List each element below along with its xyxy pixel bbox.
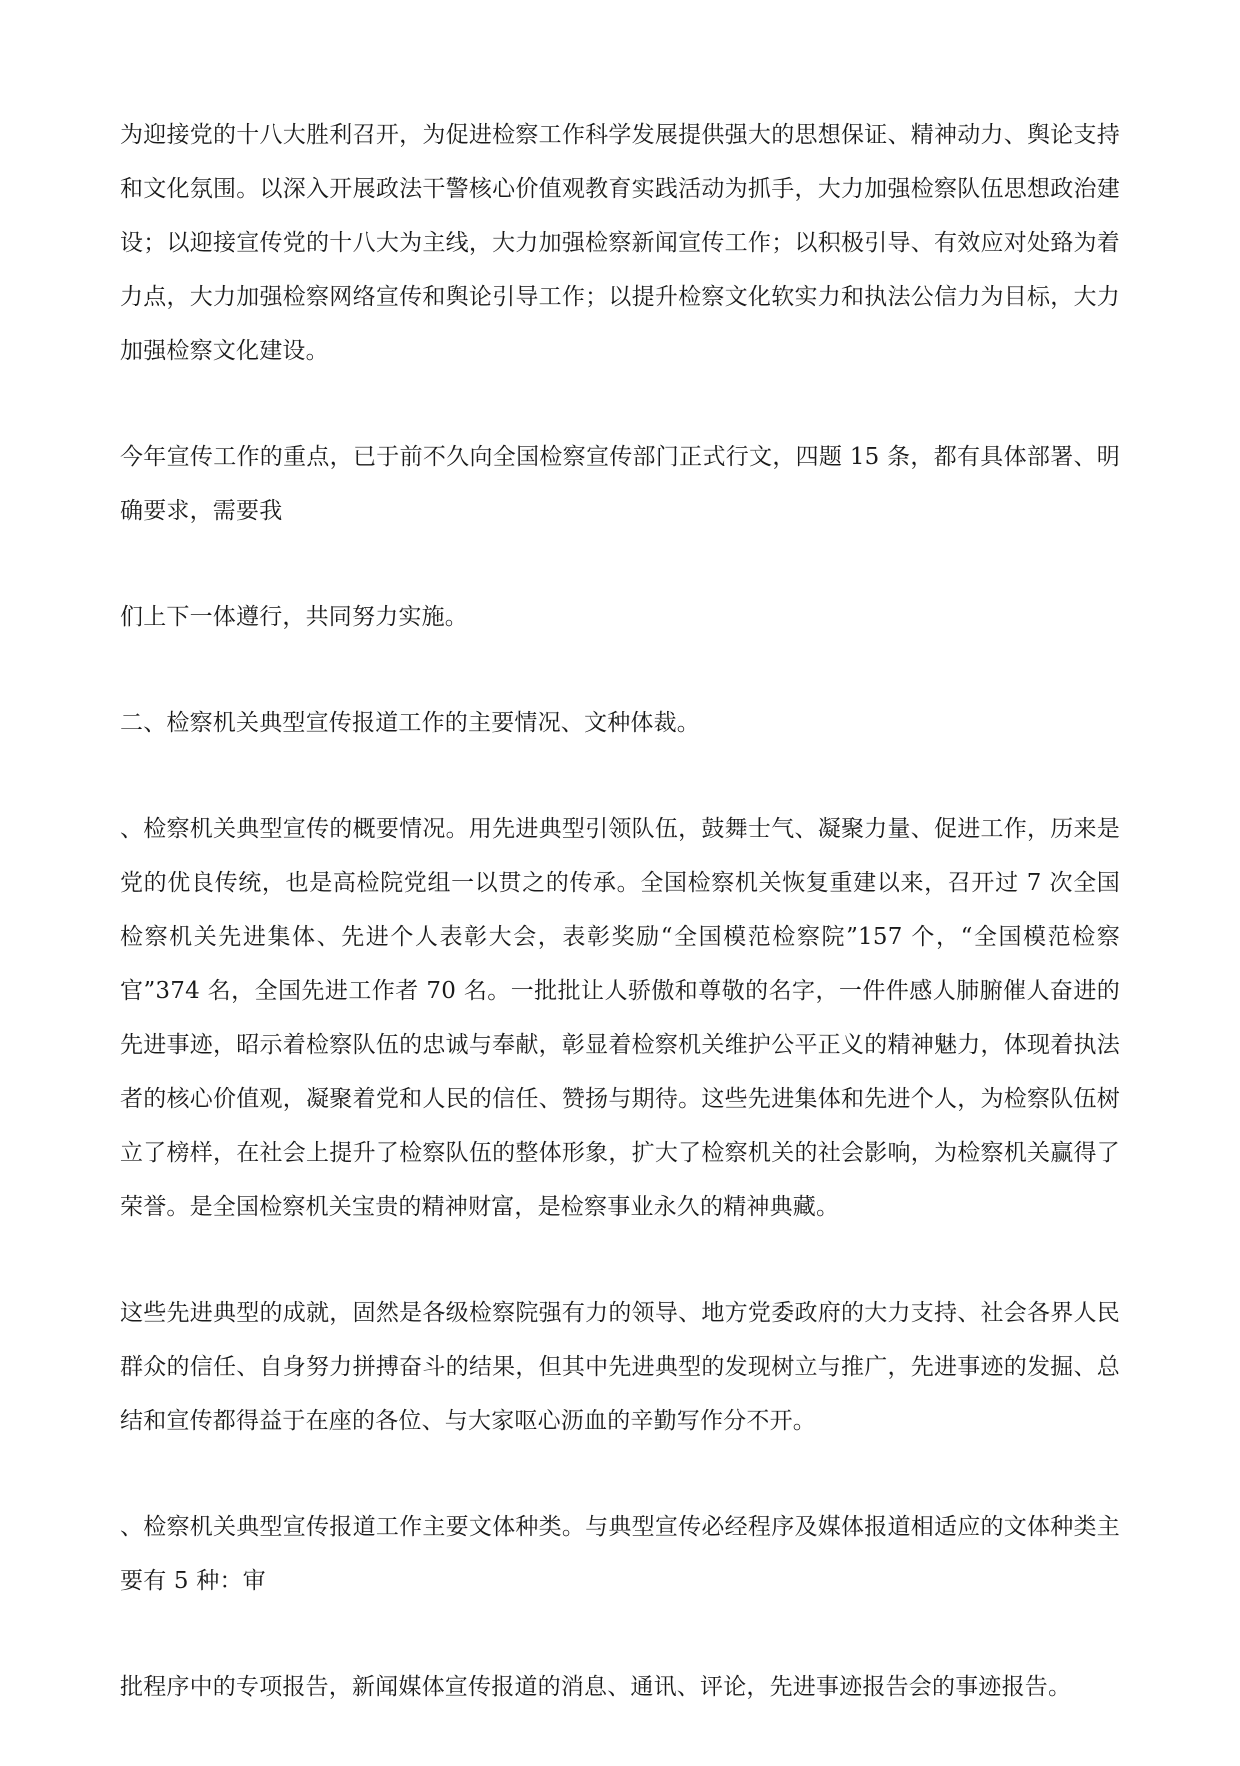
paragraph: 、检察机关典型宣传的概要情况。用先进典型引领队伍，鼓舞士气、凝聚力量、促进工作，历来是党的优良传统，也是高检院党组一以贯之的传承。全国检察机关恢复重建以来，召开过 7 次全国检察机关先进集体、先进个人表彰大会，表彰奖励“全国模范检察院”157 个，“全国模范检察官”374 名，全国先进工作者 70 名。一批批让人骄傲和尊敬的名字，一件件感人肺腑催人奋进的先进事迹，昭示着检察队伍的忠诚与奉献，彰显着检察机关维护公平正义的精神魅力，体现着执法者的核心价值观，凝聚着党和人民的信任、赞扬与期待。这些先进集体和先进个人，为检察队伍树立了榜样，在社会上提升了检察队伍的整体形象，扩大了检察机关的社会影响，为检察机关赢得了荣誉。是全国检察机关宝贵的精神财富，是检察事业永久的精神典藏。 <box>120 816 1120 1220</box>
paragraph: 、检察机关典型宣传报道工作主要文体种类。与典型宣传必经程序及媒体报道相适应的文体种类主要有 5 种：审 <box>120 1514 1120 1594</box>
paragraph: 批程序中的专项报告，新闻媒体宣传报道的消息、通讯、评论，先进事迹报告会的事迹报告。 <box>120 1674 1072 1700</box>
paragraph: 今年宣传工作的重点，已于前不久向全国检察宣传部门正式行文，四题 15 条，都有具体部署、明确要求，需要我 <box>120 444 1120 524</box>
paragraph: 这些先进典型的成就，固然是各级检察院强有力的领导、地方党委政府的大力支持、社会各界人民群众的信任、自身努力拼搏奋斗的结果，但其中先进典型的发现树立与推广，先进事迹的发掘、总结和宣传都得益于在座的各位、与大家呕心沥血的辛勤写作分不开。 <box>120 1300 1120 1434</box>
paragraph: 们上下一体遵行，共同努力实施。 <box>120 604 468 630</box>
document-page <box>120 108 1120 1766</box>
paragraph: 为迎接党的十八大胜利召开，为促进检察工作科学发展提供强大的思想保证、精神动力、舆论支持和文化氛围。以深入开展政法干警核心价值观教育实践活动为抓手，大力加强检察队伍思想政治建设；以迎接宣传党的十八大为主线，大力加强检察新闻宣传工作；以积极引导、有效应对处臵为着力点，大力加强检察网络宣传和舆论引导工作；以提升检察文化软实力和执法公信力为目标，大力加强检察文化建设。 <box>120 122 1120 364</box>
section-heading: 二、检察机关典型宣传报道工作的主要情况、文种体裁。 <box>120 710 700 736</box>
